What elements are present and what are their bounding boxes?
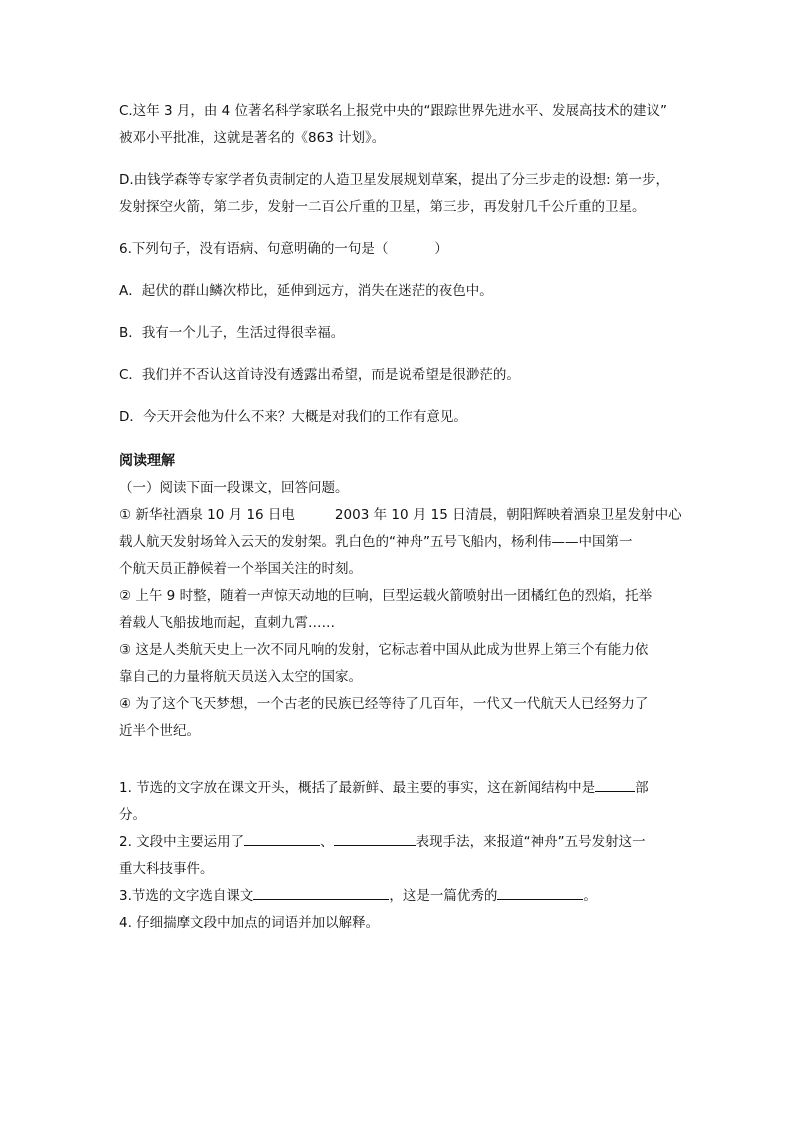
question-6-option-b: B．我有一个儿子，生活过得很幸福。: [119, 325, 345, 341]
question-3-text: 3.节选的文字选自课文: [119, 888, 254, 904]
question-3: [119, 883, 679, 910]
question-3-tail: 。: [583, 888, 597, 904]
document-content: [119, 98, 682, 937]
paragraph-2-line2: 着载人飞船拔地而起，直刺九霄……: [119, 615, 335, 631]
question-1-tail: 部: [635, 780, 649, 796]
question-6-option-d: D．今天开会他为什么不来？大概是对我们的工作有意见。: [119, 409, 467, 425]
question-6-option-a: A．起伏的群山鳞次栉比，延伸到远方，消失在迷茫的夜色中。: [119, 283, 493, 299]
paragraph-2-line1: ② 上午 9 时整，随着一声惊天动地的巨响，巨型运载火箭喷射出一团橘红色的烈焰，托举: [119, 588, 653, 604]
paragraph-4-line2: 近半个世纪。: [119, 723, 200, 739]
question-1-line1: [119, 775, 679, 802]
option-c-line2: 被邓小平批准，这就是著名的《863 计划》。: [119, 130, 386, 146]
answer-blank[interactable]: [244, 831, 320, 846]
option-d-line1: D.由钱学森等专家学者负责制定的人造卫星发展规划草案，提出了分三步走的设想: 第一步，: [119, 172, 670, 188]
question-2-separator: 、: [320, 834, 334, 850]
question-3-middle: ，这是一篇优秀的: [389, 888, 498, 904]
question-6-stem-close: ）: [434, 241, 448, 257]
dateline: ① 新华社酒泉 10 月 16 日电: [119, 507, 295, 523]
answer-blank[interactable]: [497, 885, 583, 900]
question-2-line2: 重大科技事件。: [119, 861, 214, 877]
paragraph-1-line3: 个航天员正静候着一个举国关注的时刻。: [119, 561, 362, 577]
question-4: 4. 仔细揣摩文段中加点的词语并加以解释。: [119, 915, 380, 931]
paragraph-4-line1: ④ 为了这个飞天梦想，一个古老的民族已经等待了几百年，一代又一代航天人已经努力了: [119, 696, 649, 712]
paragraph-3-line2: 靠自己的力量将航天员送入太空的国家。: [119, 669, 362, 685]
answer-blank[interactable]: [595, 777, 635, 792]
option-d-line2: 发射探空火箭，第二步，发射一二百公斤重的卫星，第三步，再发射几千公斤重的卫星。: [119, 199, 646, 215]
question-2-tail: 表现手法，来报道“神舟”五号发射这一: [415, 834, 646, 850]
answer-blank[interactable]: [253, 885, 389, 900]
question-6-stem: [119, 236, 679, 263]
paragraph-3-line1: ③ 这是人类航天史上一次不同凡响的发射，它标志着中国从此成为世界上第三个有能力依: [119, 642, 649, 658]
question-1-text: 1. 节选的文字放在课文开头，概括了最新鲜、最主要的事实，这在新闻结构中是: [119, 780, 596, 796]
reading-intro: （一）阅读下面一段课文，回答问题。: [119, 480, 349, 496]
option-c-line1: C.这年 3 月，由 4 位著名科学家联名上报党中央的“跟踪世界先进水平、发展高技术的建议”: [119, 103, 668, 119]
question-6-stem-text: 6.下列句子，没有语病、句意明确的一句是（: [119, 241, 389, 257]
paragraph-1-line1: [119, 502, 682, 529]
paragraph-1-line2: 载人航天发射场耸入云天的发射架。乳白色的“神舟”五号飞船内，杨利伟——中国第一: [119, 534, 633, 550]
question-2-line1: [119, 829, 679, 856]
section-heading: 阅读理解: [119, 453, 175, 469]
question-2-text: 2. 文段中主要运用了: [119, 834, 245, 850]
question-6-option-c: C．我们并不否认这首诗没有透露出希望，而是说希望是很渺茫的。: [119, 367, 520, 383]
question-1-line2: 分。: [119, 807, 146, 823]
paragraph-1-text: 2003 年 10 月 15 日清晨，朝阳辉映着酒泉卫星发射中心: [334, 507, 682, 523]
answer-blank[interactable]: [334, 831, 416, 846]
